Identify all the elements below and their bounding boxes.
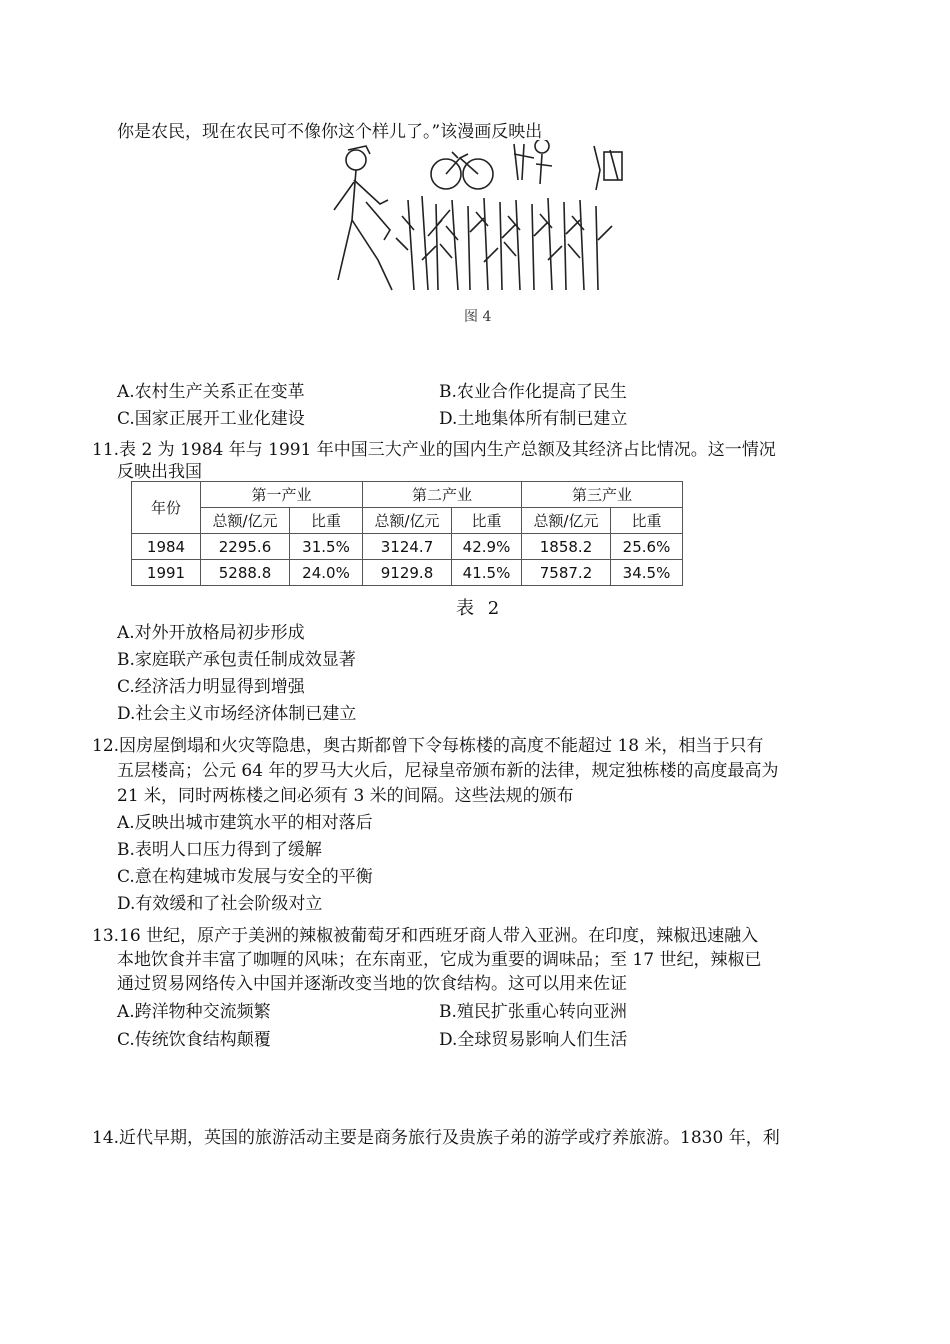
table-cell: 25.6%	[611, 534, 683, 560]
q12-option-b[interactable]: B.表明人口压力得到了缓解	[117, 840, 322, 860]
table-row	[132, 534, 683, 560]
table-caption: 表 2	[456, 598, 504, 619]
q11-option-c[interactable]: C.经济活力明显得到增强	[117, 677, 305, 697]
q12-stem-line3: 21 米，同时两栋楼之间必须有 3 米的间隔。这些法规的颁布	[117, 786, 574, 806]
table-cell: 1984	[132, 534, 201, 560]
table-cell: 41.5%	[452, 560, 522, 586]
q13-stem-line2: 本地饮食并丰富了咖喱的风味；在东南亚，它成为重要的调味品；至 17 世纪，辣椒已	[117, 950, 762, 970]
q14-stem-line1: 14.近代早期，英国的旅游活动主要是商务旅行及贵族子弟的游学或疗养旅游。1830 年，利	[92, 1128, 780, 1148]
table-sub-ratio: 比重	[611, 508, 683, 534]
q11-option-a[interactable]: A.对外开放格局初步形成	[117, 623, 305, 643]
q10-intro-line: 你是农民，现在农民可不像你这个样儿了。”该漫画反映出	[117, 122, 543, 142]
q13-option-d[interactable]: D.全球贸易影响人们生活	[439, 1030, 628, 1050]
table-cell: 5288.8	[201, 560, 290, 586]
table-cell: 2295.6	[201, 534, 290, 560]
q11-option-d[interactable]: D.社会主义市场经济体制已建立	[117, 704, 357, 724]
q12-option-a[interactable]: A.反映出城市建筑水平的相对落后	[117, 813, 373, 833]
q10-option-b[interactable]: B.农业合作化提高了民生	[439, 382, 627, 402]
table-sub-ratio: 比重	[290, 508, 363, 534]
q13-option-c[interactable]: C.传统饮食结构颠覆	[117, 1030, 271, 1050]
q13-option-a[interactable]: A.跨洋物种交流频繁	[117, 1002, 271, 1022]
table-cell: 1991	[132, 560, 201, 586]
q10-option-d[interactable]: D.土地集体所有制已建立	[439, 409, 628, 429]
q12-option-c[interactable]: C.意在构建城市发展与安全的平衡	[117, 867, 373, 887]
q13-option-b[interactable]: B.殖民扩张重心转向亚洲	[439, 1002, 627, 1022]
industry-table	[131, 481, 683, 586]
table-sub-ratio: 比重	[452, 508, 522, 534]
q12-option-d[interactable]: D.有效缓和了社会阶级对立	[117, 894, 323, 914]
table-cell: 24.0%	[290, 560, 363, 586]
q13-stem-line1: 13.16 世纪，原产于美洲的辣椒被葡萄牙和西班牙商人带入亚洲。在印度，辣椒迅速融入	[92, 926, 759, 946]
table-cell: 34.5%	[611, 560, 683, 586]
table-group-tertiary: 第三产业	[522, 482, 683, 508]
q11-stem-line2: 反映出我国	[117, 462, 202, 482]
table-cell: 42.9%	[452, 534, 522, 560]
q12-stem-line2: 五层楼高；公元 64 年的罗马大火后，尼禄皇帝颁布新的法律，规定独栋楼的高度最高为	[117, 761, 779, 781]
table-cell: 3124.7	[363, 534, 452, 560]
q12-stem-line1: 12.因房屋倒塌和火灾等隐患，奥古斯都曾下令每栋楼的高度不能超过 18 米，相当于只有	[92, 736, 764, 756]
table-cell: 31.5%	[290, 534, 363, 560]
cartoon-illustration	[318, 140, 638, 300]
table-sub-total: 总额/亿元	[201, 508, 290, 534]
table-cell: 1858.2	[522, 534, 611, 560]
q10-option-a[interactable]: A.农村生产关系正在变革	[117, 382, 305, 402]
figure-caption: 图 4	[464, 309, 492, 325]
q11-stem-line1: 11.表 2 为 1984 年与 1991 年中国三大产业的国内生产总额及其经济占比情况。这一情况	[92, 440, 776, 460]
table-sub-total: 总额/亿元	[522, 508, 611, 534]
q13-stem-line3: 通过贸易网络传入中国并逐渐改变当地的饮食结构。这可以用来佐证	[117, 974, 627, 994]
q11-option-b[interactable]: B.家庭联产承包责任制成效显著	[117, 650, 356, 670]
table-group-primary: 第一产业	[201, 482, 363, 508]
table-year-header: 年份	[132, 482, 201, 534]
table-sub-total: 总额/亿元	[363, 508, 452, 534]
table-group-secondary: 第二产业	[363, 482, 522, 508]
table-row	[132, 560, 683, 586]
q10-option-c[interactable]: C.国家正展开工业化建设	[117, 409, 305, 429]
table-cell: 7587.2	[522, 560, 611, 586]
table-cell: 9129.8	[363, 560, 452, 586]
